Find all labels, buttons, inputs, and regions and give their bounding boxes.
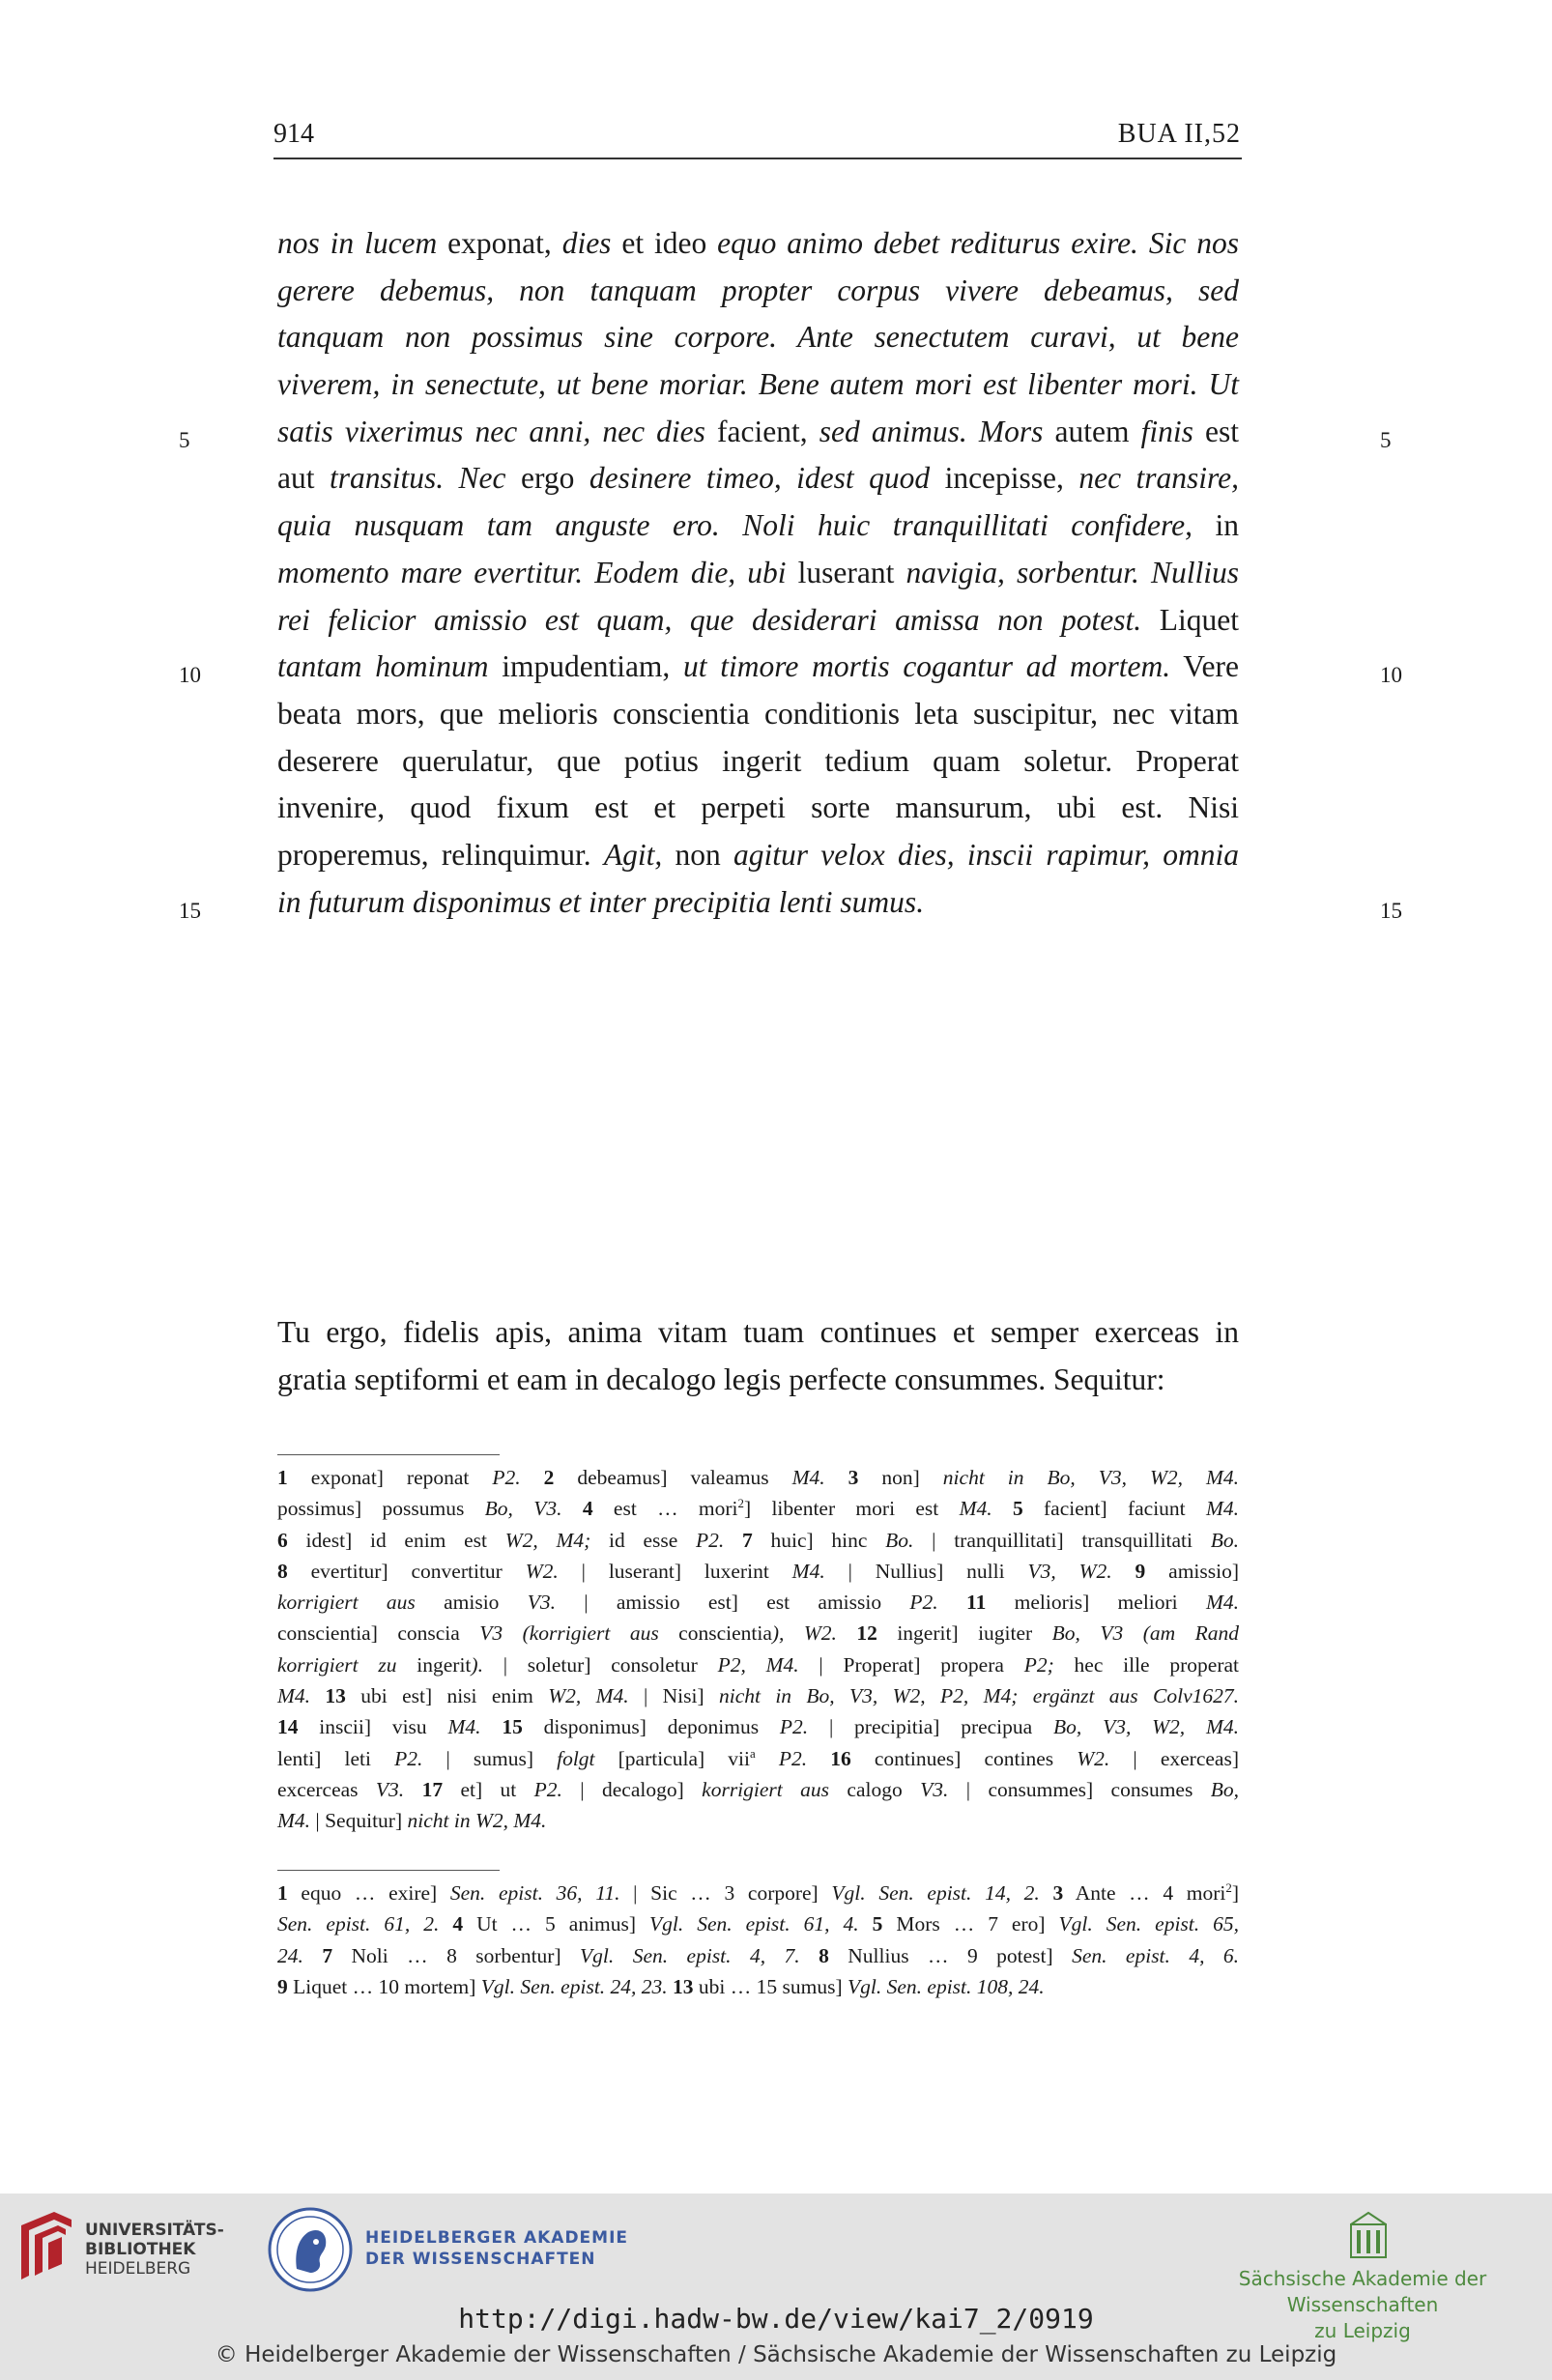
text-run: a bbox=[749, 1746, 756, 1761]
text-run: agitur velox dies, inscii rapimur, omnia bbox=[733, 837, 1239, 872]
text-run: [particula] vii bbox=[594, 1746, 750, 1770]
text-run: Agit, bbox=[603, 837, 663, 872]
text-run: id esse bbox=[590, 1528, 697, 1552]
text-run: satis vixerimus nec anni, nec dies bbox=[277, 414, 705, 448]
text-run: | tranquillitati] transquillitati bbox=[913, 1528, 1211, 1552]
text-run: finis bbox=[1140, 414, 1193, 448]
text-run: amissio] bbox=[1145, 1559, 1240, 1583]
text-run: 8 bbox=[277, 1559, 288, 1583]
text-run: Sen. epist. 61, 2. bbox=[277, 1912, 440, 1936]
text-run bbox=[724, 1529, 742, 1552]
text-run: folgt bbox=[557, 1746, 595, 1770]
text-run: 3 bbox=[848, 1466, 859, 1489]
text-run: evertitur] convertitur bbox=[287, 1559, 526, 1583]
text-run bbox=[825, 1466, 848, 1489]
text-line bbox=[277, 1940, 1239, 1971]
text-run: V3. bbox=[920, 1777, 949, 1801]
text-run: 7 bbox=[322, 1943, 333, 1967]
text-run: Bo, bbox=[1210, 1777, 1239, 1801]
text-run: V3. bbox=[375, 1777, 405, 1801]
text-run: facient] faciunt bbox=[1022, 1497, 1206, 1521]
text-run: equo animo debet rediturus exire. Sic nos bbox=[717, 226, 1239, 260]
text-run: luserant bbox=[786, 555, 906, 589]
text-line bbox=[277, 1649, 1239, 1680]
text-run: ingerit] iugiter bbox=[877, 1621, 1052, 1646]
text-run: 1 bbox=[277, 1881, 288, 1905]
text-run bbox=[1112, 1560, 1135, 1583]
text-run bbox=[938, 1591, 966, 1614]
critical-apparatus bbox=[277, 1462, 1239, 1837]
text-run bbox=[303, 1944, 322, 1967]
text-run: M4. bbox=[791, 1466, 825, 1489]
page-number: 914 bbox=[273, 119, 314, 149]
text-run: viverem, in senectute, ut bene moriar. Bene autem mori est libenter mori. Ut bbox=[277, 367, 1239, 402]
text-line bbox=[277, 738, 1239, 786]
text-run: P2, M4. bbox=[717, 1652, 799, 1677]
text-run: incepisse, bbox=[930, 461, 1079, 496]
permalink-url[interactable]: http://digi.hadw-bw.de/view/kai7_2/0919 bbox=[458, 2303, 1094, 2335]
text-run: ). bbox=[471, 1652, 483, 1677]
text-run: conscientia] conscia bbox=[277, 1621, 480, 1646]
text-run: huic] hinc bbox=[752, 1528, 886, 1552]
text-line bbox=[277, 1743, 1239, 1774]
text-run: equo … exire] bbox=[287, 1881, 450, 1905]
text-run: exponat, bbox=[437, 226, 562, 260]
text-run: debeamus] valeamus bbox=[554, 1466, 792, 1489]
text-run: exponat] reponat bbox=[287, 1466, 493, 1489]
text-run: M4. bbox=[277, 1684, 311, 1708]
text-run: tanquam non possimus sine corpore. Ante senectutem curavi, ut bene bbox=[277, 320, 1239, 355]
sources-rule bbox=[277, 1870, 500, 1871]
hadw-line-2: DER WISSENSCHAFTEN bbox=[365, 2250, 596, 2269]
saw-line-2: zu Leipzig bbox=[1314, 2319, 1411, 2342]
text-line bbox=[277, 361, 1239, 409]
text-line bbox=[277, 691, 1239, 738]
text-run: 6 bbox=[277, 1528, 288, 1552]
text-run: korrigiert aus bbox=[277, 1591, 416, 1615]
text-run: non bbox=[662, 837, 734, 872]
text-run: est bbox=[1193, 414, 1240, 448]
text-line bbox=[277, 1971, 1239, 2002]
text-run: 13 bbox=[673, 1974, 694, 1998]
text-run: 17 bbox=[421, 1777, 444, 1801]
hadw-seal-icon bbox=[268, 2205, 353, 2294]
text-run: inscii] visu bbox=[298, 1715, 448, 1739]
ub-line-3: HEIDELBERG bbox=[85, 2259, 191, 2279]
text-run: desinere timeo, idest quod bbox=[589, 461, 931, 496]
text-run bbox=[481, 1715, 503, 1738]
text-run: navigia, sorbentur. Nullius bbox=[905, 555, 1240, 589]
text-run: 3 bbox=[1052, 1881, 1064, 1905]
text-run: Ante … 4 mori bbox=[1063, 1881, 1226, 1905]
line-number-5-left: 5 bbox=[179, 428, 190, 452]
text-run: 24. bbox=[277, 1943, 303, 1967]
text-run: korrigiert zu bbox=[277, 1652, 397, 1677]
text-run: continues] contines bbox=[850, 1746, 1078, 1770]
text-run: rei felicior amissio est quam, que desiderari amissa non potest. bbox=[277, 602, 1142, 637]
text-line bbox=[277, 832, 1239, 879]
text-run: P2. bbox=[909, 1591, 938, 1615]
text-run: deserere querulatur, que potius ingerit tedium quam soletur. Properat bbox=[277, 743, 1239, 778]
text-run: 13 bbox=[325, 1684, 346, 1708]
text-run: ] libenter mori est bbox=[743, 1497, 960, 1521]
text-run: | consummes] consumes bbox=[948, 1777, 1211, 1801]
text-run: Vere bbox=[1170, 649, 1240, 684]
line-number-15-right: 15 bbox=[1380, 899, 1402, 923]
text-run: amisio bbox=[415, 1591, 528, 1615]
text-line bbox=[277, 1680, 1239, 1711]
text-line bbox=[277, 314, 1239, 361]
text-run: transitus. Nec bbox=[329, 461, 506, 496]
text-run: ] bbox=[1231, 1881, 1240, 1905]
text-run: non] bbox=[858, 1466, 943, 1489]
text-run: disponimus] deponimus bbox=[522, 1715, 780, 1739]
text-run: invenire, quod fixum est et perpeti sorte mansurum, ubi est. Nisi bbox=[277, 790, 1239, 825]
text-run: 4 bbox=[452, 1912, 464, 1936]
text-run: P2. bbox=[779, 1715, 809, 1739]
text-line bbox=[277, 1908, 1239, 1939]
text-run: 5 bbox=[872, 1912, 883, 1936]
text-run bbox=[1040, 1881, 1053, 1905]
text-run: possimus] possumus bbox=[277, 1497, 485, 1521]
text-run: melioris] meliori bbox=[986, 1591, 1206, 1615]
text-line bbox=[277, 502, 1239, 550]
text-run: 14 bbox=[277, 1715, 299, 1739]
text-run bbox=[800, 1944, 819, 1967]
text-line bbox=[277, 1309, 1239, 1357]
text-run: 2 bbox=[543, 1466, 555, 1489]
text-run: lenti] leti bbox=[277, 1746, 395, 1770]
saw-line-1: Sächsische Akademie der Wissenschaften bbox=[1238, 2267, 1487, 2316]
text-run: Bo, V3, W2, M4. bbox=[1053, 1715, 1239, 1739]
text-run: nicht in Bo, V3, W2, M4. bbox=[942, 1466, 1239, 1489]
text-line bbox=[277, 1556, 1239, 1587]
text-run bbox=[439, 1912, 452, 1936]
text-run bbox=[521, 1466, 544, 1489]
text-run: korrigiert aus bbox=[702, 1777, 830, 1801]
text-run: ubi est] nisi enim bbox=[345, 1684, 549, 1708]
text-run: 9 bbox=[277, 1974, 288, 1998]
line-number-5-right: 5 bbox=[1380, 428, 1392, 452]
text-run bbox=[859, 1912, 873, 1936]
ub-heidelberg-wordmark bbox=[85, 2221, 224, 2279]
text-run: Vgl. Sen. epist. 24, 23. bbox=[480, 1974, 668, 1998]
hadw-line-1: HEIDELBERGER AKADEMIE bbox=[365, 2228, 629, 2248]
text-run: | decalogo] bbox=[561, 1777, 703, 1801]
text-run: ergo bbox=[505, 461, 589, 496]
text-line bbox=[277, 1618, 1239, 1649]
text-run: | exerceas] bbox=[1109, 1746, 1239, 1770]
text-run: aut bbox=[277, 461, 330, 496]
text-run: M4. bbox=[1205, 1497, 1240, 1521]
text-run: 16 bbox=[830, 1746, 851, 1770]
text-run: facient, bbox=[704, 414, 819, 448]
text-run: W2, M4. bbox=[548, 1684, 629, 1708]
text-run: quia nusquam tam anguste ero. Noli huic tranquillitati confidere, bbox=[277, 508, 1193, 543]
text-run: excerceas bbox=[277, 1777, 376, 1801]
text-run: Bo, V3 (am Rand bbox=[1051, 1621, 1239, 1646]
text-run: W2. bbox=[1077, 1746, 1110, 1770]
text-line bbox=[277, 409, 1239, 456]
text-run: | Nullius] nulli bbox=[824, 1559, 1028, 1583]
text-run: ut timore mortis cogantur ad mortem. bbox=[683, 649, 1171, 684]
text-run: W2. bbox=[525, 1559, 559, 1583]
text-run bbox=[562, 1497, 583, 1520]
text-run: Liquet … 10 mortem] bbox=[287, 1974, 481, 1998]
text-line bbox=[277, 220, 1239, 268]
text-run: P2. bbox=[778, 1746, 808, 1770]
saw-emblem-icon bbox=[1349, 2211, 1388, 2259]
source-apparatus bbox=[277, 1878, 1239, 2002]
text-run: tantam hominum bbox=[277, 649, 489, 684]
text-run: 2 bbox=[1225, 1880, 1232, 1895]
main-text-block bbox=[277, 220, 1239, 926]
text-run: Tu ergo, fidelis apis, anima vitam tuam continues et semper exerceas in bbox=[277, 1315, 1239, 1349]
text-run: ), W2. bbox=[771, 1621, 837, 1646]
text-run: V3. bbox=[527, 1591, 556, 1615]
text-run: M4. bbox=[791, 1559, 825, 1583]
text-run: idest] id enim est bbox=[287, 1528, 505, 1552]
ub-line-1: UNIVERSITÄTS- bbox=[85, 2221, 224, 2240]
text-run bbox=[756, 1747, 779, 1770]
text-run: Bo. bbox=[885, 1528, 914, 1552]
text-line bbox=[277, 1805, 1239, 1836]
text-run: | Properat] propera bbox=[798, 1652, 1024, 1677]
text-run: Bo. bbox=[1210, 1528, 1239, 1552]
text-line bbox=[277, 550, 1239, 597]
text-run: 11 bbox=[966, 1591, 987, 1615]
line-number-10-left: 10 bbox=[179, 663, 201, 687]
text-run: Vgl. Sen. epist. 65, bbox=[1058, 1912, 1239, 1936]
text-line bbox=[277, 1711, 1239, 1742]
text-line bbox=[277, 1493, 1239, 1524]
text-run: Noli … 8 sorbentur] bbox=[332, 1943, 581, 1967]
text-run: autem bbox=[1043, 414, 1141, 448]
text-line bbox=[277, 785, 1239, 832]
text-run: P2; bbox=[1023, 1652, 1054, 1677]
text-run: properemus, relinquimur. bbox=[277, 837, 604, 872]
text-run: Ut … 5 animus] bbox=[463, 1912, 650, 1936]
text-line bbox=[277, 268, 1239, 315]
apparatus-rule bbox=[277, 1454, 500, 1455]
text-run: ubi … 15 sumus] bbox=[693, 1974, 848, 1998]
text-run: V3, W2. bbox=[1027, 1559, 1112, 1583]
text-run: | Nisi] bbox=[628, 1684, 719, 1708]
text-run: hec ille properat bbox=[1053, 1652, 1239, 1677]
text-run: | luserant] luxerint bbox=[558, 1559, 792, 1583]
text-run: 15 bbox=[502, 1715, 523, 1739]
text-run: P2. bbox=[394, 1746, 423, 1770]
text-run: nos in lucem bbox=[277, 226, 438, 260]
line-number-15-left: 15 bbox=[179, 899, 201, 923]
text-run: 12 bbox=[856, 1621, 877, 1646]
text-line bbox=[277, 597, 1239, 645]
text-run: et ideo bbox=[611, 226, 718, 260]
text-run: M4. bbox=[959, 1497, 992, 1521]
coda-text-block bbox=[277, 1309, 1239, 1403]
text-run: 9 bbox=[1135, 1559, 1146, 1583]
text-run: | precipitia] precipua bbox=[808, 1715, 1054, 1739]
text-run: nec transire, bbox=[1078, 461, 1239, 496]
text-run bbox=[837, 1621, 856, 1645]
text-line bbox=[277, 879, 1239, 927]
text-run: calogo bbox=[829, 1777, 921, 1801]
text-run: Liquet bbox=[1141, 602, 1239, 637]
text-run: M4. bbox=[1205, 1591, 1239, 1615]
text-run: nicht in Bo, V3, W2, P2, M4; ergänzt aus Colv1627. bbox=[718, 1684, 1239, 1708]
text-run: gerere debemus, non tanquam propter corpus vivere debeamus, sed bbox=[277, 272, 1239, 307]
text-run: | Sic … 3 corpore] bbox=[619, 1881, 832, 1905]
text-run: W2, M4; bbox=[504, 1528, 591, 1552]
text-line bbox=[277, 1587, 1239, 1618]
text-run bbox=[992, 1497, 1013, 1520]
text-run: dies bbox=[561, 226, 612, 260]
text-run: 4 bbox=[582, 1497, 593, 1521]
text-run bbox=[807, 1747, 830, 1770]
copyright-notice: © Heidelberger Akademie der Wissenschaften / Sächsische Akademie der Wissenschaften zu Leipzig bbox=[215, 2342, 1337, 2367]
text-line bbox=[277, 1525, 1239, 1556]
text-run: conscientia bbox=[658, 1621, 772, 1646]
text-run: Bo, V3. bbox=[484, 1497, 562, 1521]
text-run: 8 bbox=[819, 1943, 829, 1967]
text-run: P2. bbox=[696, 1528, 725, 1552]
text-run: ingerit bbox=[396, 1652, 472, 1677]
ub-line-2: BIBLIOTHEK bbox=[85, 2240, 196, 2259]
text-line bbox=[277, 644, 1239, 691]
text-run: | soletur] consoletur bbox=[482, 1652, 718, 1677]
text-run: | sumus] bbox=[422, 1746, 558, 1770]
text-run: Sen. epist. 4, 6. bbox=[1072, 1943, 1240, 1967]
text-run: 2 bbox=[737, 1497, 744, 1511]
text-run: Sen. epist. 36, 11. bbox=[449, 1881, 620, 1905]
line-number-10-right: 10 bbox=[1380, 663, 1402, 687]
header-rule bbox=[273, 158, 1242, 159]
text-run: Vgl. Sen. epist. 108, 24. bbox=[848, 1974, 1045, 1998]
text-run: | Sequitur] bbox=[310, 1809, 408, 1833]
text-run: et] ut bbox=[443, 1777, 534, 1801]
text-run: Nullius … 9 potest] bbox=[828, 1943, 1073, 1967]
text-run bbox=[310, 1684, 325, 1707]
running-head-reference: BUA II,52 bbox=[1117, 119, 1241, 149]
text-line bbox=[277, 1774, 1239, 1805]
text-run: M4. bbox=[447, 1715, 481, 1739]
text-run: Mors … 7 ero] bbox=[882, 1912, 1059, 1936]
text-run: Vgl. Sen. epist. 4, 7. bbox=[580, 1943, 800, 1967]
text-run: 5 bbox=[1012, 1497, 1023, 1521]
text-run: 1 bbox=[277, 1466, 288, 1489]
text-run: Vgl. Sen. epist. 14, 2. bbox=[831, 1881, 1040, 1905]
text-run: 7 bbox=[742, 1528, 753, 1552]
text-line bbox=[277, 1357, 1239, 1404]
text-line bbox=[277, 455, 1239, 502]
text-line bbox=[277, 1878, 1239, 1908]
text-run: | amissio est] est amissio bbox=[555, 1591, 910, 1615]
text-run: est … mori bbox=[592, 1497, 738, 1521]
text-run: sed animus. Mors bbox=[819, 414, 1044, 448]
hadw-wordmark bbox=[365, 2227, 628, 2270]
text-run: nicht in W2, M4. bbox=[407, 1809, 547, 1833]
text-run bbox=[404, 1778, 421, 1801]
text-run: P2. bbox=[492, 1466, 521, 1489]
text-run: V3 (korrigiert aus bbox=[479, 1621, 659, 1646]
ub-heidelberg-logo-icon bbox=[15, 2206, 77, 2283]
text-run: M4. bbox=[277, 1809, 311, 1833]
text-run: beata mors, que melioris conscientia conditionis leta suscipitur, nec vitam bbox=[277, 696, 1239, 731]
text-run: impudentiam, bbox=[488, 649, 684, 684]
text-run: gratia septiformi et eam in decalogo legis perfecte consummes. Sequitur: bbox=[277, 1362, 1165, 1396]
text-run: in futurum disponimus et inter precipitia lenti sumus. bbox=[277, 884, 925, 919]
text-line bbox=[277, 1462, 1239, 1493]
text-run: momento mare evertitur. Eodem die, ubi bbox=[277, 555, 787, 589]
text-run: in bbox=[1192, 508, 1239, 543]
text-run: Vgl. Sen. epist. 61, 4. bbox=[649, 1912, 859, 1936]
text-run: P2. bbox=[533, 1777, 562, 1801]
